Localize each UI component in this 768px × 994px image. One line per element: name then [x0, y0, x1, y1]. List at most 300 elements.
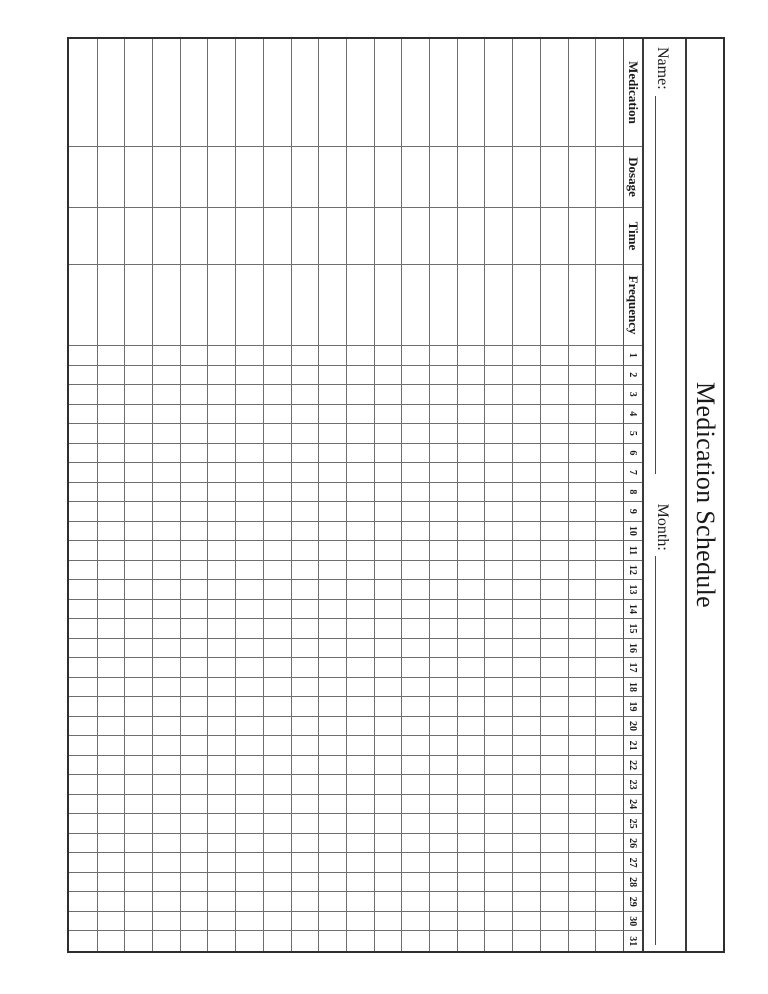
- empty-schedule-cell: [124, 561, 152, 581]
- empty-schedule-cell: [568, 580, 596, 600]
- empty-schedule-cell: [235, 853, 263, 873]
- empty-schedule-cell: [263, 541, 291, 561]
- empty-schedule-cell: [97, 424, 125, 444]
- empty-schedule-cell: [180, 658, 208, 678]
- day-column-header: 6: [623, 444, 642, 464]
- empty-schedule-cell: [69, 931, 97, 951]
- empty-schedule-cell: [124, 463, 152, 483]
- empty-schedule-cell: [346, 736, 374, 756]
- empty-schedule-cell: [346, 405, 374, 425]
- empty-schedule-cell: [69, 39, 97, 147]
- empty-schedule-cell: [318, 912, 346, 932]
- empty-schedule-cell: [429, 424, 457, 444]
- day-column-header: 8: [623, 483, 642, 503]
- empty-schedule-cell: [429, 697, 457, 717]
- empty-schedule-cell: [485, 265, 513, 346]
- empty-schedule-cell: [595, 424, 623, 444]
- empty-schedule-cell: [235, 678, 263, 698]
- empty-schedule-cell: [208, 561, 236, 581]
- empty-schedule-cell: [346, 346, 374, 366]
- empty-schedule-cell: [512, 892, 540, 912]
- empty-schedule-cell: [485, 853, 513, 873]
- empty-schedule-cell: [457, 853, 485, 873]
- empty-schedule-cell: [429, 39, 457, 147]
- empty-schedule-cell: [540, 522, 568, 542]
- empty-schedule-cell: [346, 814, 374, 834]
- empty-schedule-cell: [235, 834, 263, 854]
- empty-schedule-cell: [485, 873, 513, 893]
- empty-schedule-cell: [152, 892, 180, 912]
- empty-schedule-cell: [208, 853, 236, 873]
- empty-schedule-cell: [346, 541, 374, 561]
- empty-schedule-cell: [263, 600, 291, 620]
- empty-schedule-cell: [208, 483, 236, 503]
- empty-schedule-cell: [152, 600, 180, 620]
- empty-schedule-cell: [485, 385, 513, 405]
- empty-schedule-cell: [69, 208, 97, 265]
- empty-schedule-cell: [291, 600, 319, 620]
- column-header-medication: Medication: [623, 39, 642, 147]
- empty-schedule-cell: [263, 931, 291, 951]
- empty-schedule-cell: [540, 756, 568, 776]
- empty-schedule-cell: [457, 208, 485, 265]
- empty-schedule-cell: [318, 405, 346, 425]
- empty-schedule-cell: [208, 541, 236, 561]
- empty-schedule-cell: [485, 346, 513, 366]
- empty-schedule-cell: [540, 39, 568, 147]
- empty-schedule-cell: [152, 444, 180, 464]
- empty-schedule-cell: [429, 561, 457, 581]
- empty-schedule-cell: [346, 834, 374, 854]
- empty-schedule-cell: [318, 483, 346, 503]
- empty-schedule-cell: [485, 931, 513, 951]
- empty-schedule-cell: [568, 208, 596, 265]
- empty-schedule-cell: [540, 639, 568, 659]
- day-column-header: 9: [623, 502, 642, 522]
- empty-schedule-cell: [540, 147, 568, 208]
- empty-schedule-cell: [97, 385, 125, 405]
- empty-schedule-cell: [595, 736, 623, 756]
- empty-schedule-cell: [346, 775, 374, 795]
- empty-schedule-cell: [152, 541, 180, 561]
- empty-schedule-cell: [263, 814, 291, 834]
- empty-schedule-cell: [485, 814, 513, 834]
- empty-schedule-cell: [485, 795, 513, 815]
- empty-schedule-cell: [97, 265, 125, 346]
- empty-schedule-cell: [540, 834, 568, 854]
- empty-schedule-cell: [540, 775, 568, 795]
- empty-schedule-cell: [235, 892, 263, 912]
- empty-schedule-cell: [401, 717, 429, 737]
- empty-schedule-cell: [318, 147, 346, 208]
- empty-schedule-cell: [152, 639, 180, 659]
- empty-schedule-cell: [595, 717, 623, 737]
- day-column-header: 28: [623, 873, 642, 893]
- empty-schedule-cell: [124, 444, 152, 464]
- empty-schedule-cell: [97, 717, 125, 737]
- empty-schedule-cell: [401, 502, 429, 522]
- empty-schedule-cell: [595, 265, 623, 346]
- empty-schedule-cell: [69, 463, 97, 483]
- empty-schedule-cell: [208, 658, 236, 678]
- empty-schedule-cell: [152, 775, 180, 795]
- empty-schedule-cell: [457, 658, 485, 678]
- empty-schedule-cell: [595, 405, 623, 425]
- empty-schedule-cell: [180, 697, 208, 717]
- empty-schedule-cell: [346, 208, 374, 265]
- empty-schedule-cell: [291, 697, 319, 717]
- empty-schedule-cell: [540, 678, 568, 698]
- empty-schedule-cell: [595, 931, 623, 951]
- empty-schedule-cell: [235, 483, 263, 503]
- empty-schedule-cell: [401, 639, 429, 659]
- empty-schedule-cell: [318, 385, 346, 405]
- empty-schedule-cell: [291, 580, 319, 600]
- empty-schedule-cell: [291, 814, 319, 834]
- empty-schedule-cell: [540, 483, 568, 503]
- empty-schedule-cell: [69, 756, 97, 776]
- empty-schedule-cell: [568, 561, 596, 581]
- day-column-header: 4: [623, 405, 642, 425]
- empty-schedule-cell: [512, 147, 540, 208]
- empty-schedule-cell: [595, 385, 623, 405]
- empty-schedule-cell: [374, 873, 402, 893]
- empty-schedule-cell: [124, 580, 152, 600]
- empty-schedule-cell: [180, 366, 208, 386]
- empty-schedule-cell: [595, 502, 623, 522]
- empty-schedule-cell: [152, 208, 180, 265]
- empty-schedule-cell: [540, 580, 568, 600]
- empty-schedule-cell: [180, 346, 208, 366]
- empty-schedule-cell: [69, 580, 97, 600]
- empty-schedule-cell: [595, 39, 623, 147]
- empty-schedule-cell: [568, 385, 596, 405]
- empty-schedule-cell: [97, 346, 125, 366]
- empty-schedule-cell: [401, 795, 429, 815]
- empty-schedule-cell: [429, 931, 457, 951]
- empty-schedule-cell: [69, 522, 97, 542]
- empty-schedule-cell: [208, 639, 236, 659]
- empty-schedule-cell: [595, 892, 623, 912]
- empty-schedule-cell: [540, 658, 568, 678]
- empty-schedule-cell: [180, 639, 208, 659]
- empty-schedule-cell: [346, 678, 374, 698]
- empty-schedule-cell: [457, 522, 485, 542]
- empty-schedule-cell: [568, 424, 596, 444]
- empty-schedule-cell: [235, 580, 263, 600]
- empty-schedule-cell: [97, 814, 125, 834]
- empty-schedule-cell: [401, 775, 429, 795]
- empty-schedule-cell: [124, 541, 152, 561]
- empty-schedule-cell: [429, 912, 457, 932]
- empty-schedule-cell: [180, 892, 208, 912]
- empty-schedule-cell: [485, 717, 513, 737]
- empty-schedule-cell: [263, 873, 291, 893]
- empty-schedule-cell: [124, 892, 152, 912]
- day-column-header: 1: [623, 346, 642, 366]
- empty-schedule-cell: [568, 600, 596, 620]
- empty-schedule-cell: [429, 265, 457, 346]
- empty-schedule-cell: [429, 775, 457, 795]
- empty-schedule-cell: [208, 580, 236, 600]
- empty-schedule-cell: [457, 639, 485, 659]
- empty-schedule-cell: [69, 600, 97, 620]
- empty-schedule-cell: [401, 424, 429, 444]
- empty-schedule-cell: [124, 678, 152, 698]
- empty-schedule-cell: [263, 619, 291, 639]
- empty-schedule-cell: [97, 756, 125, 776]
- empty-schedule-cell: [152, 366, 180, 386]
- empty-schedule-cell: [318, 639, 346, 659]
- empty-schedule-cell: [208, 502, 236, 522]
- empty-schedule-cell: [124, 756, 152, 776]
- month-fill-line: [655, 556, 657, 945]
- empty-schedule-cell: [152, 580, 180, 600]
- empty-schedule-cell: [457, 346, 485, 366]
- empty-schedule-cell: [512, 795, 540, 815]
- empty-schedule-cell: [457, 873, 485, 893]
- empty-schedule-cell: [346, 522, 374, 542]
- empty-schedule-cell: [180, 208, 208, 265]
- empty-schedule-cell: [374, 912, 402, 932]
- empty-schedule-cell: [595, 658, 623, 678]
- empty-schedule-cell: [235, 522, 263, 542]
- empty-schedule-cell: [595, 346, 623, 366]
- empty-schedule-cell: [97, 541, 125, 561]
- empty-schedule-cell: [97, 658, 125, 678]
- empty-schedule-cell: [97, 366, 125, 386]
- empty-schedule-cell: [457, 366, 485, 386]
- empty-schedule-cell: [429, 639, 457, 659]
- empty-schedule-cell: [485, 697, 513, 717]
- empty-schedule-cell: [595, 853, 623, 873]
- empty-schedule-cell: [180, 405, 208, 425]
- empty-schedule-cell: [97, 775, 125, 795]
- rotated-sheet: [67, 37, 725, 953]
- empty-schedule-cell: [485, 756, 513, 776]
- day-column-header: 20: [623, 717, 642, 737]
- empty-schedule-cell: [291, 147, 319, 208]
- empty-schedule-cell: [318, 541, 346, 561]
- empty-schedule-cell: [595, 639, 623, 659]
- empty-schedule-cell: [595, 147, 623, 208]
- empty-schedule-cell: [180, 385, 208, 405]
- empty-schedule-cell: [235, 541, 263, 561]
- empty-schedule-cell: [485, 366, 513, 386]
- empty-schedule-cell: [346, 697, 374, 717]
- empty-schedule-cell: [124, 600, 152, 620]
- empty-schedule-cell: [595, 834, 623, 854]
- empty-schedule-cell: [208, 405, 236, 425]
- empty-schedule-cell: [235, 639, 263, 659]
- empty-schedule-cell: [208, 39, 236, 147]
- day-column-header: 7: [623, 463, 642, 483]
- empty-schedule-cell: [235, 385, 263, 405]
- empty-schedule-cell: [568, 541, 596, 561]
- day-column-header: 24: [623, 795, 642, 815]
- empty-schedule-cell: [540, 265, 568, 346]
- empty-schedule-cell: [568, 265, 596, 346]
- empty-schedule-cell: [69, 775, 97, 795]
- empty-schedule-cell: [263, 39, 291, 147]
- empty-schedule-cell: [512, 561, 540, 581]
- day-column-header: 5: [623, 424, 642, 444]
- empty-schedule-cell: [401, 483, 429, 503]
- empty-schedule-cell: [457, 147, 485, 208]
- empty-schedule-cell: [291, 444, 319, 464]
- empty-schedule-cell: [152, 736, 180, 756]
- empty-schedule-cell: [595, 541, 623, 561]
- empty-schedule-cell: [401, 39, 429, 147]
- empty-schedule-cell: [568, 444, 596, 464]
- empty-schedule-cell: [235, 775, 263, 795]
- empty-schedule-cell: [291, 873, 319, 893]
- empty-schedule-cell: [568, 912, 596, 932]
- empty-schedule-cell: [401, 736, 429, 756]
- empty-schedule-cell: [318, 502, 346, 522]
- day-column-header: 29: [623, 892, 642, 912]
- empty-schedule-cell: [512, 424, 540, 444]
- empty-schedule-cell: [152, 463, 180, 483]
- empty-schedule-cell: [429, 736, 457, 756]
- empty-schedule-cell: [235, 366, 263, 386]
- empty-schedule-cell: [346, 385, 374, 405]
- empty-schedule-cell: [401, 658, 429, 678]
- empty-schedule-cell: [97, 463, 125, 483]
- empty-schedule-cell: [97, 697, 125, 717]
- empty-schedule-cell: [512, 775, 540, 795]
- empty-schedule-cell: [595, 463, 623, 483]
- empty-schedule-cell: [69, 853, 97, 873]
- empty-schedule-cell: [374, 834, 402, 854]
- empty-schedule-cell: [346, 756, 374, 776]
- empty-schedule-cell: [485, 522, 513, 542]
- empty-schedule-cell: [124, 39, 152, 147]
- empty-schedule-cell: [595, 561, 623, 581]
- empty-schedule-cell: [457, 580, 485, 600]
- empty-schedule-cell: [69, 912, 97, 932]
- empty-schedule-cell: [208, 697, 236, 717]
- empty-schedule-cell: [291, 912, 319, 932]
- empty-schedule-cell: [124, 834, 152, 854]
- empty-schedule-cell: [69, 502, 97, 522]
- empty-schedule-cell: [346, 366, 374, 386]
- empty-schedule-cell: [208, 366, 236, 386]
- page-title: Medication Schedule: [685, 39, 723, 951]
- day-column-header: 10: [623, 522, 642, 542]
- empty-schedule-cell: [318, 697, 346, 717]
- empty-schedule-cell: [401, 892, 429, 912]
- empty-schedule-cell: [318, 619, 346, 639]
- empty-schedule-cell: [180, 912, 208, 932]
- empty-schedule-cell: [374, 639, 402, 659]
- empty-schedule-cell: [512, 541, 540, 561]
- empty-schedule-cell: [568, 502, 596, 522]
- empty-schedule-cell: [180, 424, 208, 444]
- empty-schedule-cell: [429, 756, 457, 776]
- empty-schedule-cell: [401, 463, 429, 483]
- empty-schedule-cell: [263, 522, 291, 542]
- day-column-header: 21: [623, 736, 642, 756]
- empty-schedule-cell: [152, 873, 180, 893]
- empty-schedule-cell: [318, 366, 346, 386]
- empty-schedule-cell: [346, 39, 374, 147]
- empty-schedule-cell: [429, 717, 457, 737]
- empty-schedule-cell: [152, 814, 180, 834]
- empty-schedule-cell: [318, 658, 346, 678]
- empty-schedule-cell: [180, 775, 208, 795]
- empty-schedule-cell: [235, 502, 263, 522]
- empty-schedule-cell: [124, 814, 152, 834]
- empty-schedule-cell: [291, 424, 319, 444]
- empty-schedule-cell: [374, 541, 402, 561]
- empty-schedule-cell: [124, 385, 152, 405]
- empty-schedule-cell: [374, 697, 402, 717]
- empty-schedule-cell: [152, 853, 180, 873]
- empty-schedule-cell: [69, 697, 97, 717]
- empty-schedule-cell: [374, 463, 402, 483]
- empty-schedule-cell: [152, 502, 180, 522]
- empty-schedule-cell: [429, 814, 457, 834]
- day-column-header: 11: [623, 541, 642, 561]
- empty-schedule-cell: [568, 736, 596, 756]
- empty-schedule-cell: [457, 756, 485, 776]
- empty-schedule-cell: [540, 736, 568, 756]
- empty-schedule-cell: [152, 658, 180, 678]
- empty-schedule-cell: [152, 39, 180, 147]
- empty-schedule-cell: [291, 483, 319, 503]
- empty-schedule-cell: [291, 502, 319, 522]
- empty-schedule-cell: [97, 208, 125, 265]
- empty-schedule-cell: [401, 265, 429, 346]
- empty-schedule-cell: [263, 639, 291, 659]
- empty-schedule-cell: [457, 502, 485, 522]
- empty-schedule-cell: [208, 912, 236, 932]
- empty-schedule-cell: [401, 522, 429, 542]
- empty-schedule-cell: [263, 795, 291, 815]
- empty-schedule-cell: [235, 795, 263, 815]
- empty-schedule-cell: [540, 346, 568, 366]
- empty-schedule-cell: [291, 208, 319, 265]
- empty-schedule-cell: [540, 853, 568, 873]
- empty-schedule-cell: [429, 208, 457, 265]
- empty-schedule-cell: [291, 931, 319, 951]
- empty-schedule-cell: [540, 208, 568, 265]
- empty-schedule-cell: [208, 873, 236, 893]
- empty-schedule-cell: [457, 775, 485, 795]
- empty-schedule-cell: [512, 834, 540, 854]
- day-column-header: 22: [623, 756, 642, 776]
- empty-schedule-cell: [346, 795, 374, 815]
- empty-schedule-cell: [97, 678, 125, 698]
- empty-schedule-cell: [595, 444, 623, 464]
- name-month-row: [642, 39, 685, 951]
- empty-schedule-cell: [291, 522, 319, 542]
- empty-schedule-cell: [152, 795, 180, 815]
- empty-schedule-cell: [540, 561, 568, 581]
- empty-schedule-cell: [235, 561, 263, 581]
- empty-schedule-cell: [180, 541, 208, 561]
- empty-schedule-cell: [69, 834, 97, 854]
- day-column-header: 14: [623, 600, 642, 620]
- empty-schedule-cell: [208, 208, 236, 265]
- empty-schedule-cell: [457, 561, 485, 581]
- empty-schedule-cell: [180, 39, 208, 147]
- empty-schedule-cell: [69, 346, 97, 366]
- empty-schedule-cell: [457, 265, 485, 346]
- empty-schedule-cell: [485, 775, 513, 795]
- empty-schedule-cell: [429, 619, 457, 639]
